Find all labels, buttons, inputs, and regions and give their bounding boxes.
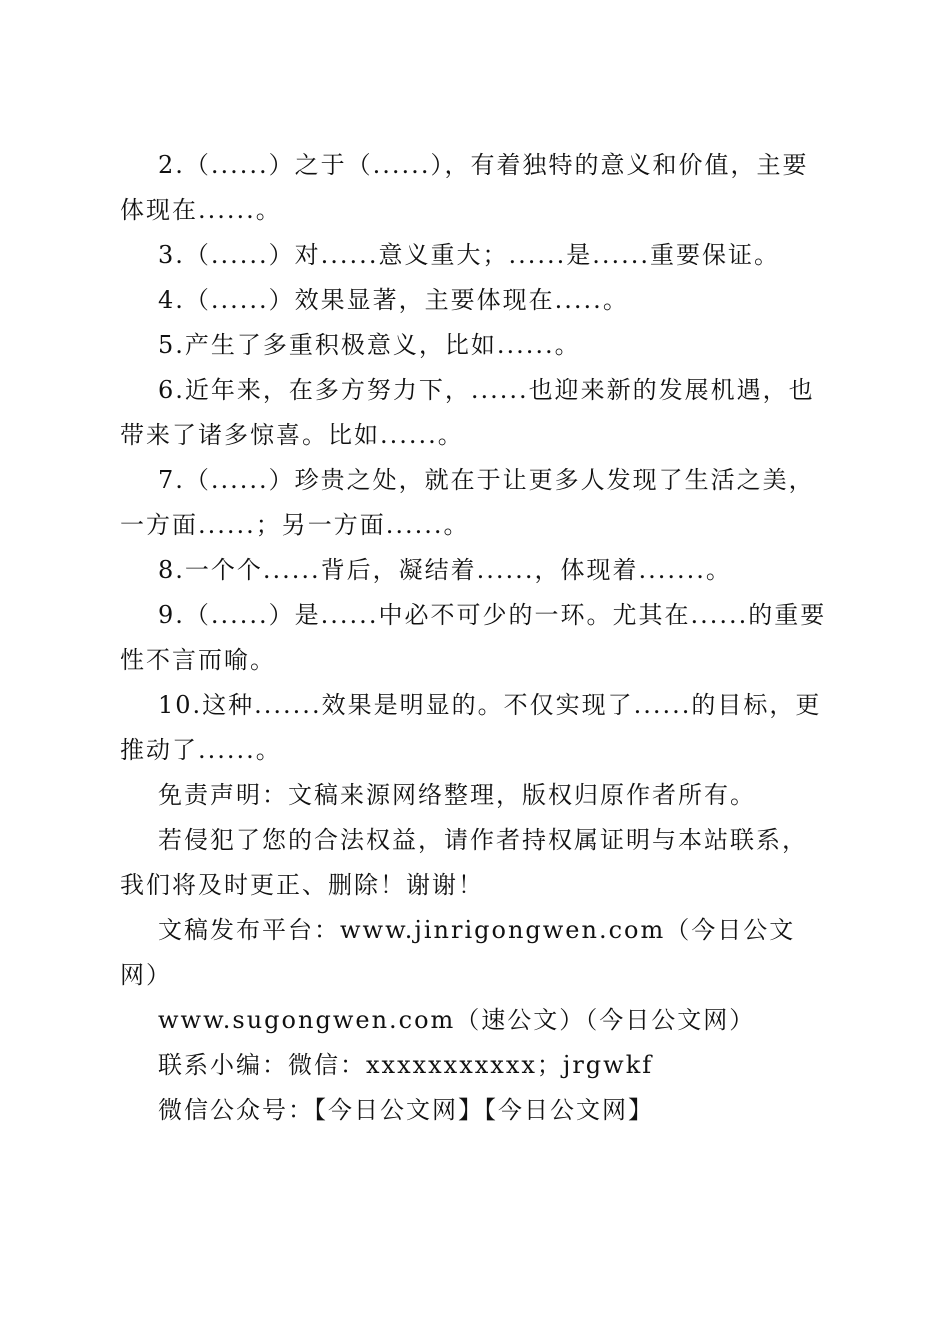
paragraph-item-5: 5.产生了多重积极意义，比如......。: [158, 331, 581, 359]
paragraph-item-7: 7.（......）珍贵之处，就在于让更多人发现了生活之美，一方面......；另一方面......。: [120, 466, 815, 539]
paragraph-item-6: 6.近年来，在多方努力下，......也迎来新的发展机遇，也带来了诸多惊喜。比如......。: [120, 376, 815, 449]
secondary-website: www.sugongwen.com（速公文）（今日公文网）: [158, 1006, 756, 1034]
wechat-public-account: 微信公众号：【今日公文网】【今日公文网】: [158, 1096, 654, 1124]
contact-info: 联系小编：微信：xxxxxxxxxxx；jrgwkf: [158, 1051, 654, 1079]
publishing-platform: 文稿发布平台：www.jinrigongwen.com（今日公文网）: [120, 916, 796, 989]
paragraph-item-9: 9.（......）是......中必不可少的一环。尤其在......的重要性不言而喻。: [120, 601, 827, 674]
paragraph-item-4: 4.（......）效果显著，主要体现在.....。: [158, 286, 629, 314]
paragraph-item-2: 2.（......）之于（......），有着独特的意义和价值，主要体现在......。: [120, 151, 809, 224]
document-body: [120, 143, 830, 1133]
paragraph-item-8: 8.一个个......背后，凝结着......，体现着.......。: [158, 556, 732, 584]
infringement-notice: 若侵犯了您的合法权益，请作者持权属证明与本站联系，我们将及时更正、删除！谢谢！: [120, 826, 808, 899]
paragraph-item-3: 3.（......）对......意义重大；......是......重要保证。: [158, 241, 780, 269]
disclaimer-text: 免责声明：文稿来源网络整理，版权归原作者所有。: [158, 781, 756, 809]
paragraph-item-10: 10.这种.......效果是明显的。不仅实现了......的目标，更推动了......。: [120, 691, 822, 764]
